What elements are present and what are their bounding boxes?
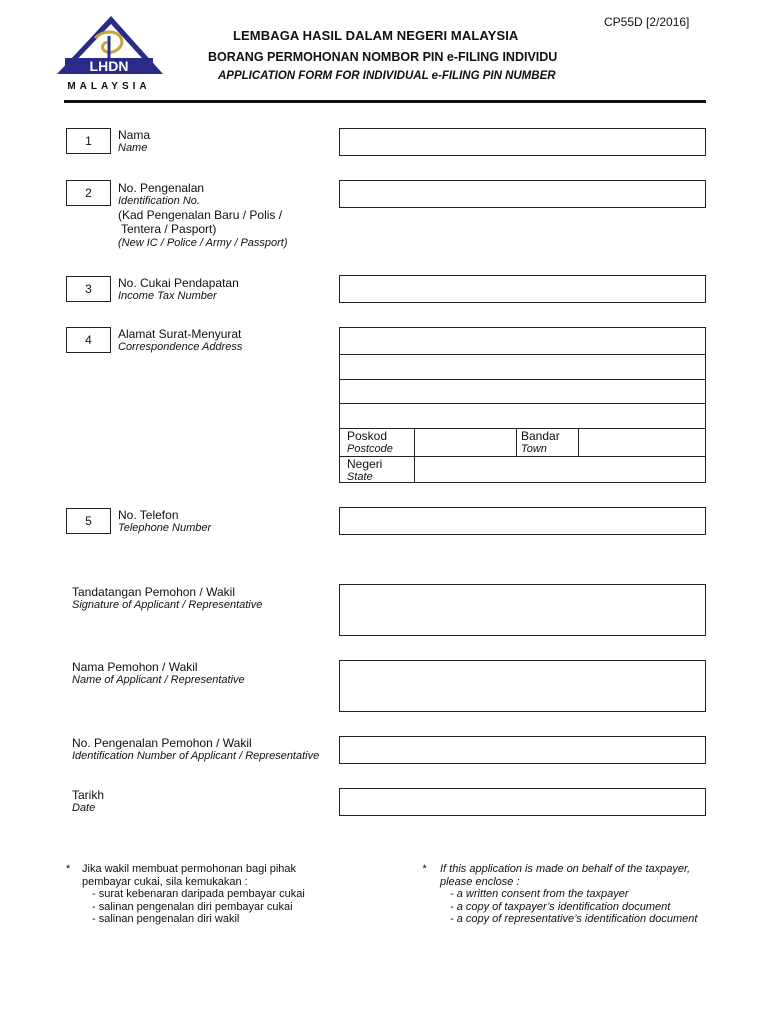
field-number-4: 4 (66, 327, 111, 353)
date-field[interactable] (339, 788, 706, 816)
state-input[interactable] (415, 458, 705, 482)
signature-label-en: Signature of Applicant / Representative (72, 599, 263, 611)
note-malay-item: - salinan pengenalan diri wakil (92, 913, 240, 925)
logo-text: LHDN (89, 58, 129, 74)
address-line-2[interactable] (340, 355, 705, 380)
applicant-name-label-ms: Nama Pemohon / Wakil (72, 660, 198, 674)
address-divider (516, 429, 517, 457)
date-label-en: Date (72, 802, 96, 814)
state-label-en: State (347, 471, 373, 483)
income-tax-label-ms: No. Cukai Pendapatan (118, 276, 239, 290)
address-line-1[interactable] (340, 328, 705, 355)
note-english-item: - a copy of representative’s identification document (450, 913, 698, 925)
lhdn-logo (55, 16, 165, 92)
state-label-ms: Negeri (347, 457, 383, 471)
logo-country: MALAYSIA (67, 81, 151, 92)
note-malay-item: - salinan pengenalan diri pembayar cukai (92, 900, 293, 913)
address-label (118, 327, 242, 354)
note-malay-intro-1: Jika wakil membuat permohonan bagi pihak (82, 863, 297, 875)
form-title-en: APPLICATION FORM FOR INDIVIDUAL e-FILING PIN NUMBER (218, 70, 556, 82)
income-tax-label (118, 276, 239, 303)
town-label-en: Town (521, 443, 547, 455)
field-number-2: 2 (66, 180, 111, 206)
applicant-name-label-en: Name of Applicant / Representative (72, 674, 245, 686)
name-label (118, 128, 150, 155)
note-english-bullet: * (422, 863, 427, 875)
income-tax-field[interactable] (339, 275, 706, 303)
note-malay-intro-2: pembayar cukai, sila kemukakan : (82, 875, 248, 888)
note-english-item: - a written consent from the taxpayer (450, 888, 629, 900)
town-input[interactable] (579, 430, 705, 456)
applicant-id-field[interactable] (339, 736, 706, 764)
postcode-input[interactable] (415, 430, 515, 456)
note-english (422, 863, 698, 926)
telephone-field[interactable] (339, 507, 706, 535)
note-malay-bullet: * (66, 863, 71, 875)
name-label-en: Name (118, 142, 148, 154)
note-english-intro-2: please enclose : (440, 875, 520, 888)
note-english-item: - a copy of taxpayer’s identification document (450, 900, 671, 913)
address-label-ms: Alamat Surat-Menyurat (118, 327, 242, 341)
signature-label (72, 586, 262, 612)
note-malay (66, 863, 305, 926)
applicant-id-label (72, 737, 319, 763)
identification-label-ms: No. Pengenalan (118, 181, 205, 195)
identification-extra-ms-2: Tentera / Pasport) (121, 222, 217, 236)
note-english-intro-1: If this application is made on behalf of the taxpayer, (440, 863, 691, 875)
name-label-ms: Nama (118, 128, 151, 142)
identification-label-en: Identification No. (118, 195, 200, 207)
identification-label (118, 181, 288, 250)
postcode-label-en: Postcode (347, 443, 393, 455)
address-label-en: Correspondence Address (118, 341, 243, 353)
applicant-id-label-en: Identification Number of Applicant / Representative (72, 750, 320, 762)
field-number-5: 5 (66, 508, 111, 534)
signature-field[interactable] (339, 584, 706, 636)
applicant-name-field[interactable] (339, 660, 706, 712)
date-label (72, 789, 104, 815)
date-label-ms: Tarikh (72, 788, 105, 802)
address-line-3[interactable] (340, 380, 705, 404)
form-title-ms: BORANG PERMOHONAN NOMBOR PIN e-FILING INDIVIDU (208, 50, 558, 64)
note-malay-item: - surat kebenaran daripada pembayar cukai (92, 888, 305, 900)
telephone-label (118, 508, 211, 535)
name-field[interactable] (339, 128, 706, 156)
identification-field[interactable] (339, 180, 706, 208)
postcode-label-ms: Poskod (347, 429, 388, 443)
agency-name: LEMBAGA HASIL DALAM NEGERI MALAYSIA (233, 28, 519, 43)
signature-label-ms: Tandatangan Pemohon / Wakil (72, 585, 235, 599)
address-block (339, 327, 706, 483)
header-divider (64, 100, 706, 103)
income-tax-label-en: Income Tax Number (118, 290, 217, 302)
address-line-4[interactable] (340, 404, 705, 429)
town-label (521, 430, 560, 456)
identification-extra-ms-1: (Kad Pengenalan Baru / Polis / (118, 208, 283, 222)
field-number-1: 1 (66, 128, 111, 154)
telephone-label-en: Telephone Number (118, 522, 212, 534)
form-code: CP55D [2/2016] (604, 15, 690, 29)
state-label (347, 458, 382, 484)
postcode-label (347, 430, 393, 456)
town-label-ms: Bandar (521, 429, 560, 443)
telephone-label-ms: No. Telefon (118, 508, 179, 522)
applicant-name-label (72, 661, 245, 687)
applicant-id-label-ms: No. Pengenalan Pemohon / Wakil (72, 736, 252, 750)
identification-extra-en: (New IC / Police / Army / Passport) (118, 237, 288, 249)
field-number-3: 3 (66, 276, 111, 302)
